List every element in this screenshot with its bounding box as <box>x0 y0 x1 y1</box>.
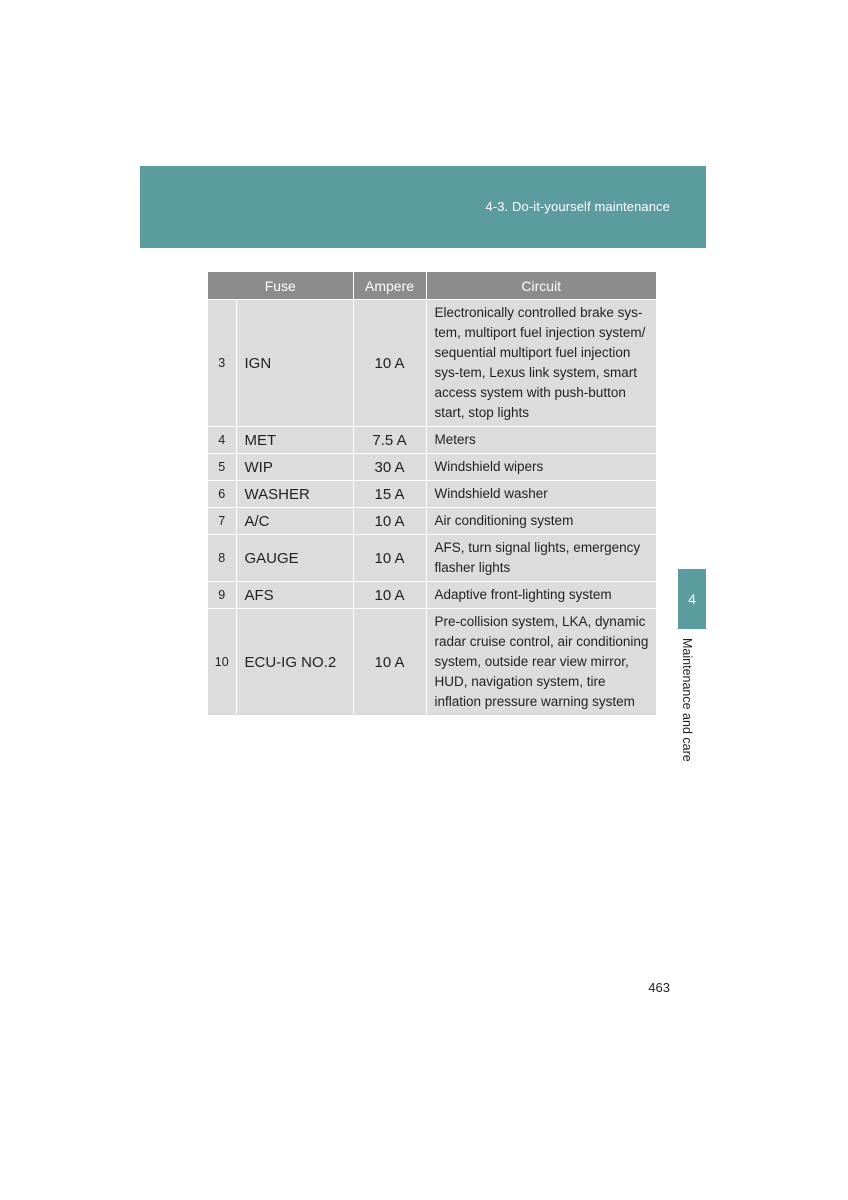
fuse-number: 9 <box>208 582 236 609</box>
fuse-number: 4 <box>208 427 236 454</box>
table-header-row <box>208 272 656 300</box>
fuse-circuit: Adaptive front-lighting system <box>426 582 656 609</box>
fuse-number: 5 <box>208 454 236 481</box>
fuse-name: ECU-IG NO.2 <box>236 609 353 716</box>
fuse-circuit: Windshield wipers <box>426 454 656 481</box>
fuse-circuit: Electronically controlled brake sys-tem, multiport fuel injection system/ sequential multiport fuel injection sys-tem, Lexus link system, smart access system with push-button start, stop lights <box>426 300 656 427</box>
fuse-number: 6 <box>208 481 236 508</box>
column-header-circuit: Circuit <box>426 272 656 300</box>
fuse-circuit: AFS, turn signal lights, emergency flasher lights <box>426 535 656 582</box>
fuse-circuit: Pre-collision system, LKA, dynamic radar cruise control, air conditioning system, outside rear view mirror, HUD, navigation system, tire inflation pressure warning system <box>426 609 656 716</box>
fuse-name: MET <box>236 427 353 454</box>
table-row <box>208 481 656 508</box>
fuse-number: 7 <box>208 508 236 535</box>
section-title: 4-3. Do-it-yourself maintenance <box>485 199 670 214</box>
fuse-name: WASHER <box>236 481 353 508</box>
fuse-name: A/C <box>236 508 353 535</box>
fuse-ampere: 15 A <box>353 481 426 508</box>
fuse-ampere: 10 A <box>353 300 426 427</box>
fuse-name: IGN <box>236 300 353 427</box>
fuse-ampere: 30 A <box>353 454 426 481</box>
column-header-ampere: Ampere <box>353 272 426 300</box>
fuse-circuit: Air conditioning system <box>426 508 656 535</box>
page-number: 463 <box>648 980 670 995</box>
table-row <box>208 582 656 609</box>
fuse-ampere: 7.5 A <box>353 427 426 454</box>
column-header-fuse: Fuse <box>208 272 353 300</box>
chapter-header-band <box>140 166 706 248</box>
chapter-tab <box>678 569 706 629</box>
table-row <box>208 300 656 427</box>
table-row <box>208 427 656 454</box>
table-row <box>208 535 656 582</box>
fuse-number: 10 <box>208 609 236 716</box>
fuse-name: WIP <box>236 454 353 481</box>
chapter-label: Maintenance and care <box>680 638 694 762</box>
chapter-number: 4 <box>688 591 696 607</box>
fuse-name: AFS <box>236 582 353 609</box>
fuse-ampere: 10 A <box>353 508 426 535</box>
fuse-name: GAUGE <box>236 535 353 582</box>
fuse-number: 3 <box>208 300 236 427</box>
table-row <box>208 454 656 481</box>
fuse-ampere: 10 A <box>353 582 426 609</box>
fuse-ampere: 10 A <box>353 535 426 582</box>
table-row <box>208 508 656 535</box>
fuse-ampere: 10 A <box>353 609 426 716</box>
table-row <box>208 609 656 716</box>
fuse-number: 8 <box>208 535 236 582</box>
fuse-circuit: Meters <box>426 427 656 454</box>
fuse-table <box>208 272 656 715</box>
fuse-circuit: Windshield washer <box>426 481 656 508</box>
